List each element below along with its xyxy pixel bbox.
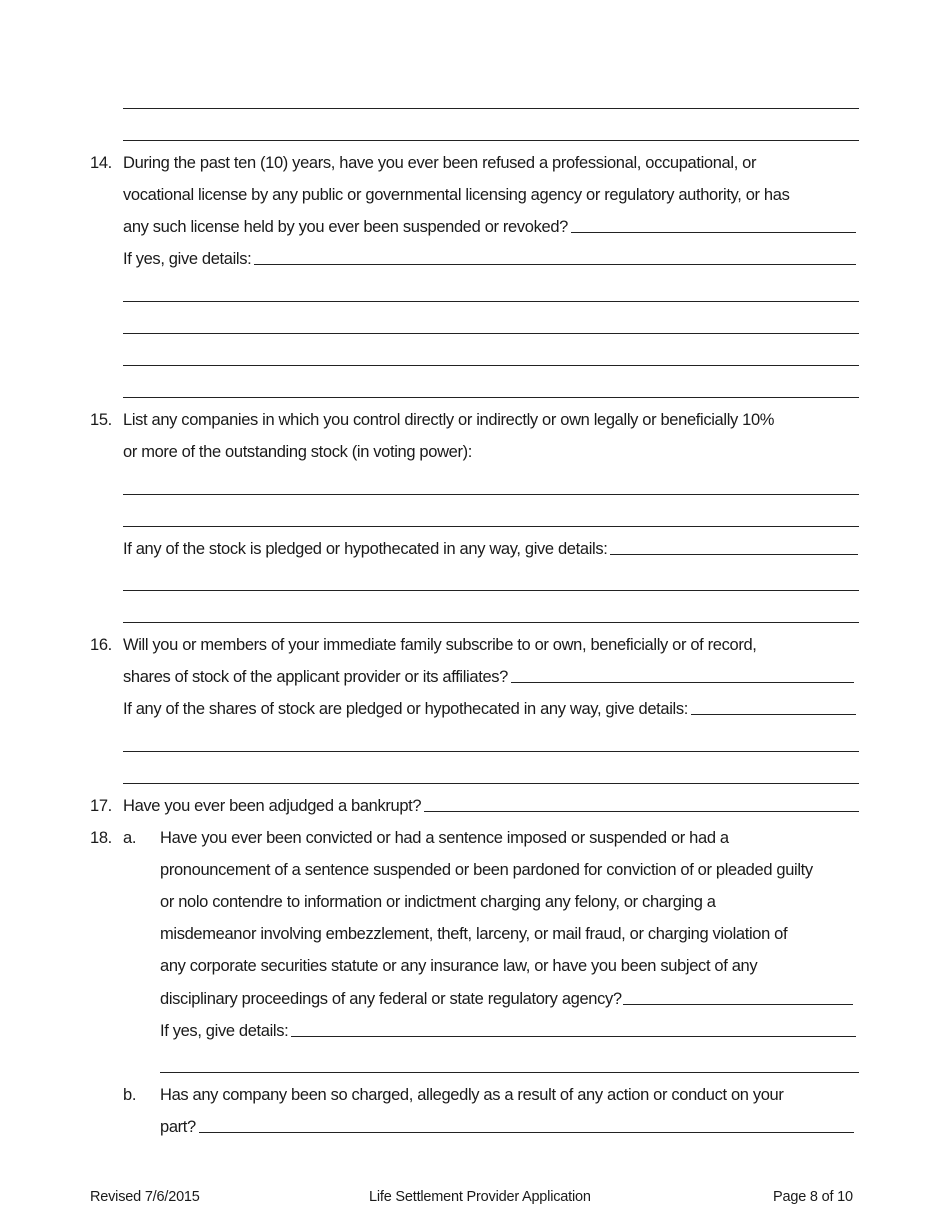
- question-14-number: 14.: [90, 154, 112, 172]
- answer-line[interactable]: [123, 333, 859, 334]
- license-details-field[interactable]: [254, 263, 856, 265]
- footer-revised-date: Revised 7/6/2015: [90, 1189, 200, 1205]
- question-15-number: 15.: [90, 411, 112, 429]
- footer-document-title: Life Settlement Provider Application: [369, 1189, 591, 1205]
- question-17-number: 17.: [90, 797, 112, 815]
- shares-pledged-details-field[interactable]: [691, 713, 856, 715]
- shares-owned-answer-field[interactable]: [511, 681, 854, 683]
- question-18a-label: a.: [123, 829, 137, 847]
- conviction-details-field[interactable]: [291, 1035, 856, 1037]
- footer-page-number: Page 8 of 10: [773, 1189, 853, 1205]
- answer-line[interactable]: [123, 751, 859, 752]
- answer-line[interactable]: [123, 783, 859, 784]
- bankrupt-answer-field[interactable]: [424, 810, 859, 812]
- license-refused-answer-field[interactable]: [571, 231, 856, 233]
- answer-line[interactable]: [123, 140, 859, 141]
- question-16-number: 16.: [90, 636, 112, 654]
- company-charged-answer-field[interactable]: [199, 1131, 854, 1133]
- answer-line[interactable]: [123, 365, 859, 366]
- question-18b-label: b.: [123, 1086, 137, 1104]
- answer-line[interactable]: [123, 108, 859, 109]
- conviction-answer-field[interactable]: [623, 1003, 853, 1005]
- answer-line[interactable]: [123, 397, 859, 398]
- answer-line[interactable]: [123, 526, 859, 527]
- answer-line[interactable]: [123, 622, 859, 623]
- answer-line[interactable]: [123, 494, 859, 495]
- answer-line[interactable]: [123, 301, 859, 302]
- stock-pledged-details-field[interactable]: [610, 553, 858, 555]
- question-18-number: 18.: [90, 829, 112, 847]
- answer-line[interactable]: [160, 1072, 859, 1073]
- answer-line[interactable]: [123, 590, 859, 591]
- document-page: 14. During the past ten (10) years, have you ever been refused a professional, occupational, or vocational license by any public or governmental licensing agency or regulatory authority, or has any such license held by you ever been suspended or revoked? If yes, give details: 15. List any companies in which you control directly or indirectly or own legally or beneficially 10% or more of the outstanding stock (in voting power): If any of the stock is pledged or hypothecated in any way, give details: 16. Will you or members of your immediate family subscribe to or own, beneficially or of record, shares of stock of the applicant provider or its affiliates? If any of the shares of stock are pledged or hypothecated in any way, give details: 17. Have you ever been adjudged a bankrupt? 18. a. Have you ever been convicted or had a sentence imposed or suspended or had a pronouncement of a sentence suspended or been pardoned for conviction of or pleaded guilty or nolo contendre to information or indictment charging any felony, or charging a misdemeanor involving embezzlement, theft, larceny, or mail fraud, or charging violation of any corporate securities statute or any insurance law, or have you been subject of any disciplinary proceedings of any federal or state regulatory agency? If yes, give details: b. Has any company been so charged, allegedly as a result of any action or conduct on your part? Revised 7/6/2015 Life Settlement Provider Application Page 8 of 10: [0, 0, 950, 1230]
